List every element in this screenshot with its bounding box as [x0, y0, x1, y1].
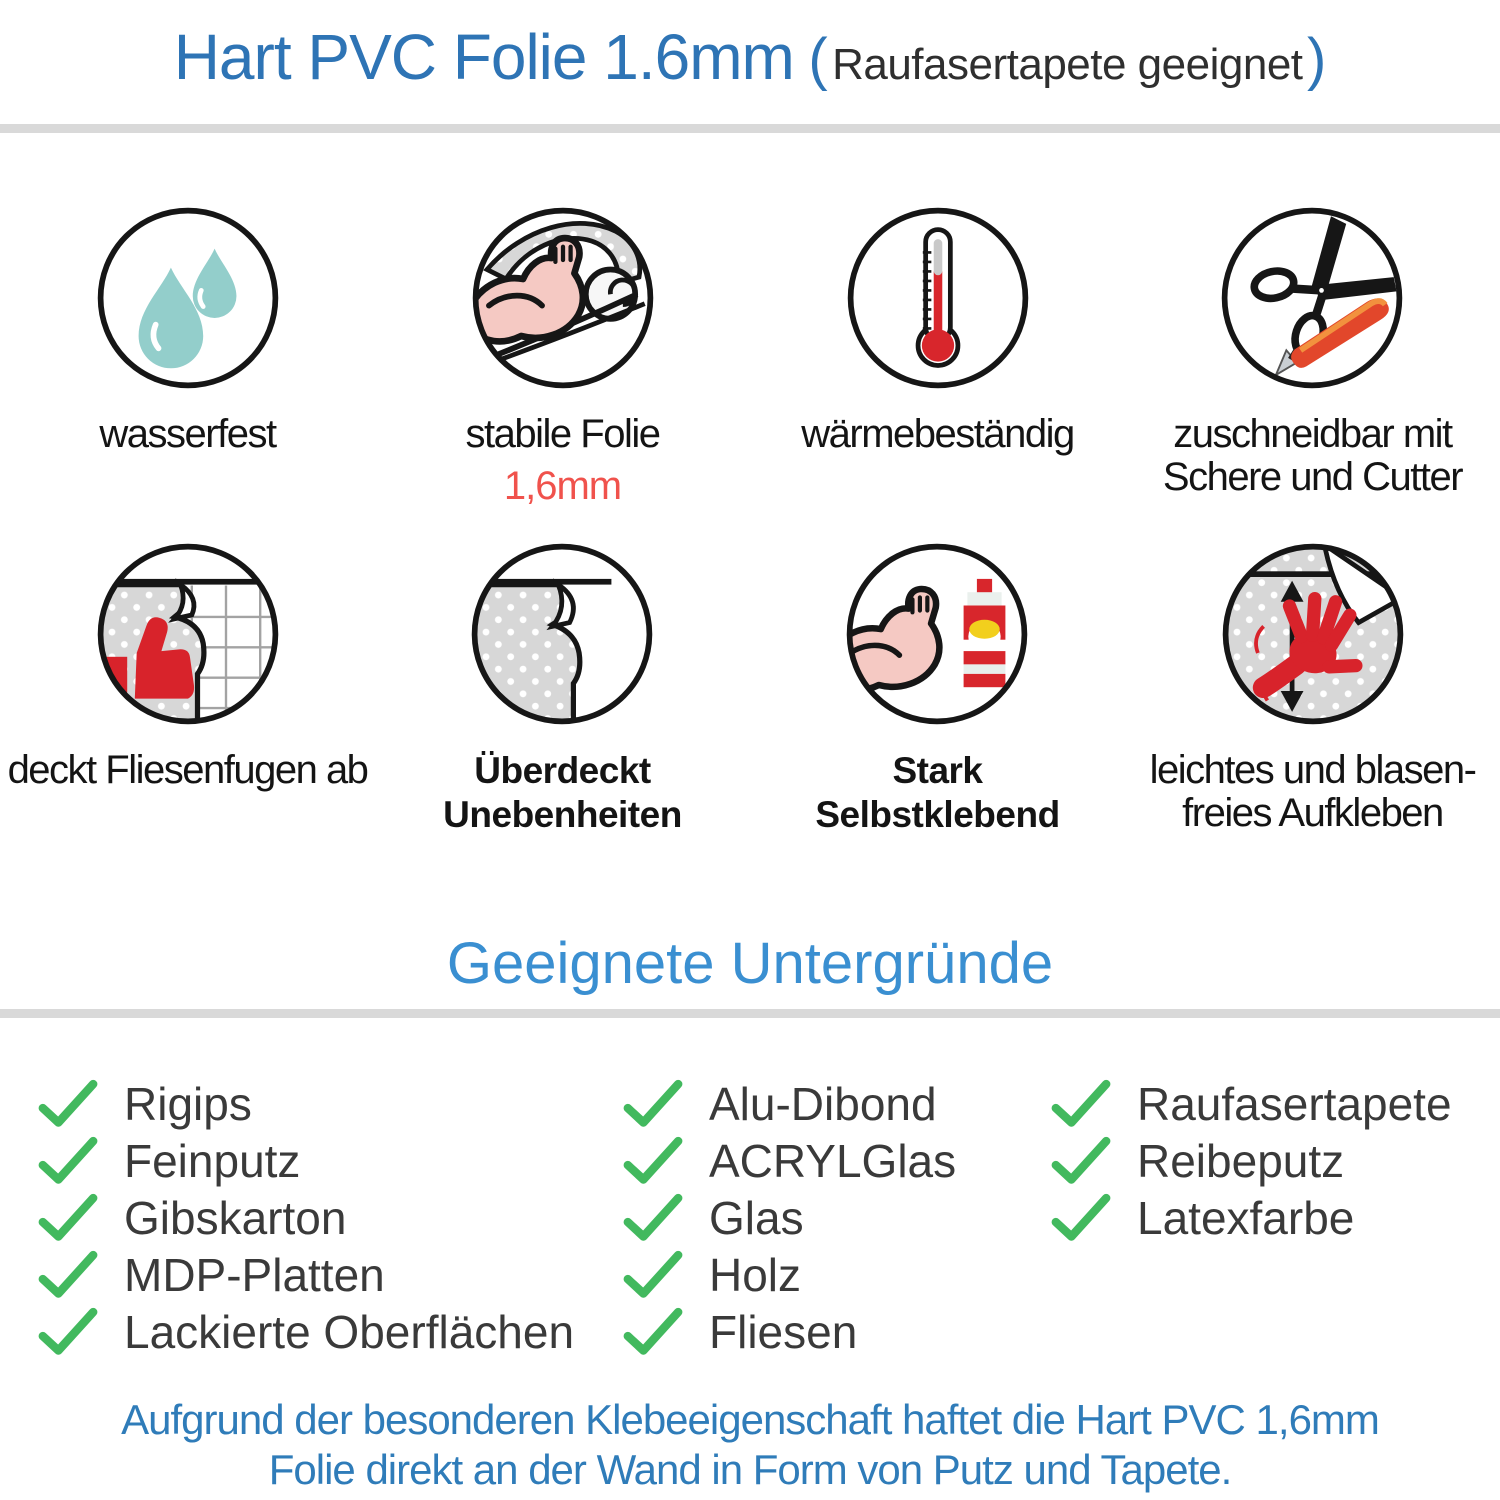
check-icon: [623, 1135, 683, 1188]
list-item: [1051, 1133, 1500, 1190]
feature-label-line: Überdeckt: [474, 750, 651, 791]
substrate-label: MDP-Platten: [124, 1249, 385, 1302]
strong-adhesive-icon: [842, 539, 1032, 729]
substrate-label: Raufasertapete: [1137, 1078, 1452, 1131]
list-item: [623, 1133, 1051, 1190]
feature-label: [443, 749, 682, 838]
features-grid: [0, 133, 1500, 838]
feature-label: [1150, 749, 1476, 835]
check-icon: [623, 1192, 683, 1245]
list-item: [38, 1190, 623, 1247]
substrate-column-3: [1051, 1076, 1500, 1361]
list-item: [623, 1076, 1051, 1133]
check-icon: [38, 1306, 98, 1359]
check-icon: [38, 1192, 98, 1245]
substrate-label: Reibeputz: [1137, 1135, 1345, 1188]
check-icon: [623, 1306, 683, 1359]
substrate-label: Feinputz: [124, 1135, 301, 1188]
feature-wasserfest: [93, 203, 283, 539]
substrate-label: Holz: [709, 1249, 802, 1302]
water-drops-icon: [93, 203, 283, 393]
feature-thickness-label: 1,6mm: [503, 463, 622, 508]
check-icon: [623, 1249, 683, 1302]
list-item: [623, 1247, 1051, 1304]
feature-zuschneidbar: [1163, 203, 1462, 539]
feature-label: stabile Folie: [465, 412, 660, 456]
feature-label-line: Unebenheiten: [443, 794, 682, 836]
feature-stabile-folie: [466, 203, 660, 539]
list-item: [1051, 1190, 1500, 1247]
substrate-label: Fliesen: [709, 1306, 858, 1359]
feature-waermebestaendig: [801, 203, 1074, 539]
substrate-column-1: [38, 1076, 623, 1361]
feature-label: wärmebeständig: [801, 412, 1074, 456]
substrate-label: Lackierte Oberflächen: [124, 1306, 575, 1359]
title-paren-open: (: [808, 27, 828, 92]
scissors-cutter-icon: [1217, 203, 1407, 393]
covers-unevenness-icon: [467, 539, 657, 729]
substrate-label: Latexfarbe: [1137, 1192, 1355, 1245]
substrate-label: Rigips: [124, 1078, 252, 1131]
feature-label-line: freies Aufkleben: [1182, 790, 1443, 835]
substrate-label: Alu-Dibond: [709, 1078, 937, 1131]
substrate-label: Gibskarton: [124, 1192, 347, 1245]
list-item: [1051, 1076, 1500, 1133]
thermometer-icon: [843, 203, 1033, 393]
title-paren-close: ): [1306, 27, 1327, 92]
tile-joints-thumb-icon: [93, 539, 283, 729]
feature-label: wasserfest: [99, 412, 276, 456]
check-icon: [1051, 1078, 1111, 1131]
glue-tube: [964, 579, 1006, 687]
feature-label-line: leichtes und blasen-: [1149, 748, 1476, 792]
page-title: Hart PVC Folie 1.6mm: [173, 21, 794, 93]
check-icon: [623, 1078, 683, 1131]
feature-selbstklebend: [815, 539, 1059, 838]
bubble-free-icon: [1218, 539, 1408, 729]
divider-middle: [0, 1009, 1500, 1018]
check-icon: [1051, 1135, 1111, 1188]
footer-note: [0, 1395, 1500, 1496]
check-icon: [1051, 1192, 1111, 1245]
divider-top: [0, 124, 1500, 133]
feature-label-line: Schere und Cutter: [1162, 454, 1463, 499]
title-subtitle: Raufasertapete geeignet: [832, 40, 1303, 89]
feature-label: [1163, 413, 1462, 499]
list-item: [38, 1247, 623, 1304]
list-item: [38, 1304, 623, 1361]
feature-label: [815, 749, 1059, 838]
substrate-label: ACRYLGlas: [709, 1135, 957, 1188]
page-header: [0, 0, 1500, 94]
substrate-column-2: [623, 1076, 1051, 1361]
substrates-list: [0, 1076, 1500, 1361]
list-item: [38, 1133, 623, 1190]
list-item: [38, 1076, 623, 1133]
substrates-section-title: Geeignete Untergründe: [446, 930, 1054, 996]
feature-label-line: zuschneidbar mit: [1173, 412, 1452, 456]
check-icon: [38, 1135, 98, 1188]
list-item: [623, 1304, 1051, 1361]
feature-unebenheiten: [443, 539, 682, 838]
footer-line-2: Folie direkt an der Wand in Form von Putz und Tapete.: [268, 1446, 1232, 1494]
strong-foil-arm-icon: [468, 203, 658, 393]
footer-line-1: Aufgrund der besonderen Klebeeigenschaft haftet die Hart PVC 1,6mm: [121, 1395, 1379, 1443]
check-icon: [38, 1249, 98, 1302]
feature-fliesenfugen: [8, 539, 368, 838]
feature-label-line: Stark: [892, 750, 983, 791]
feature-label-line: Selbstklebend: [815, 794, 1060, 836]
feature-blasenfrei: [1150, 539, 1476, 838]
feature-label: deckt Fliesenfugen ab: [7, 748, 368, 792]
list-item: [623, 1190, 1051, 1247]
substrate-label: Glas: [709, 1192, 804, 1245]
check-icon: [38, 1078, 98, 1131]
